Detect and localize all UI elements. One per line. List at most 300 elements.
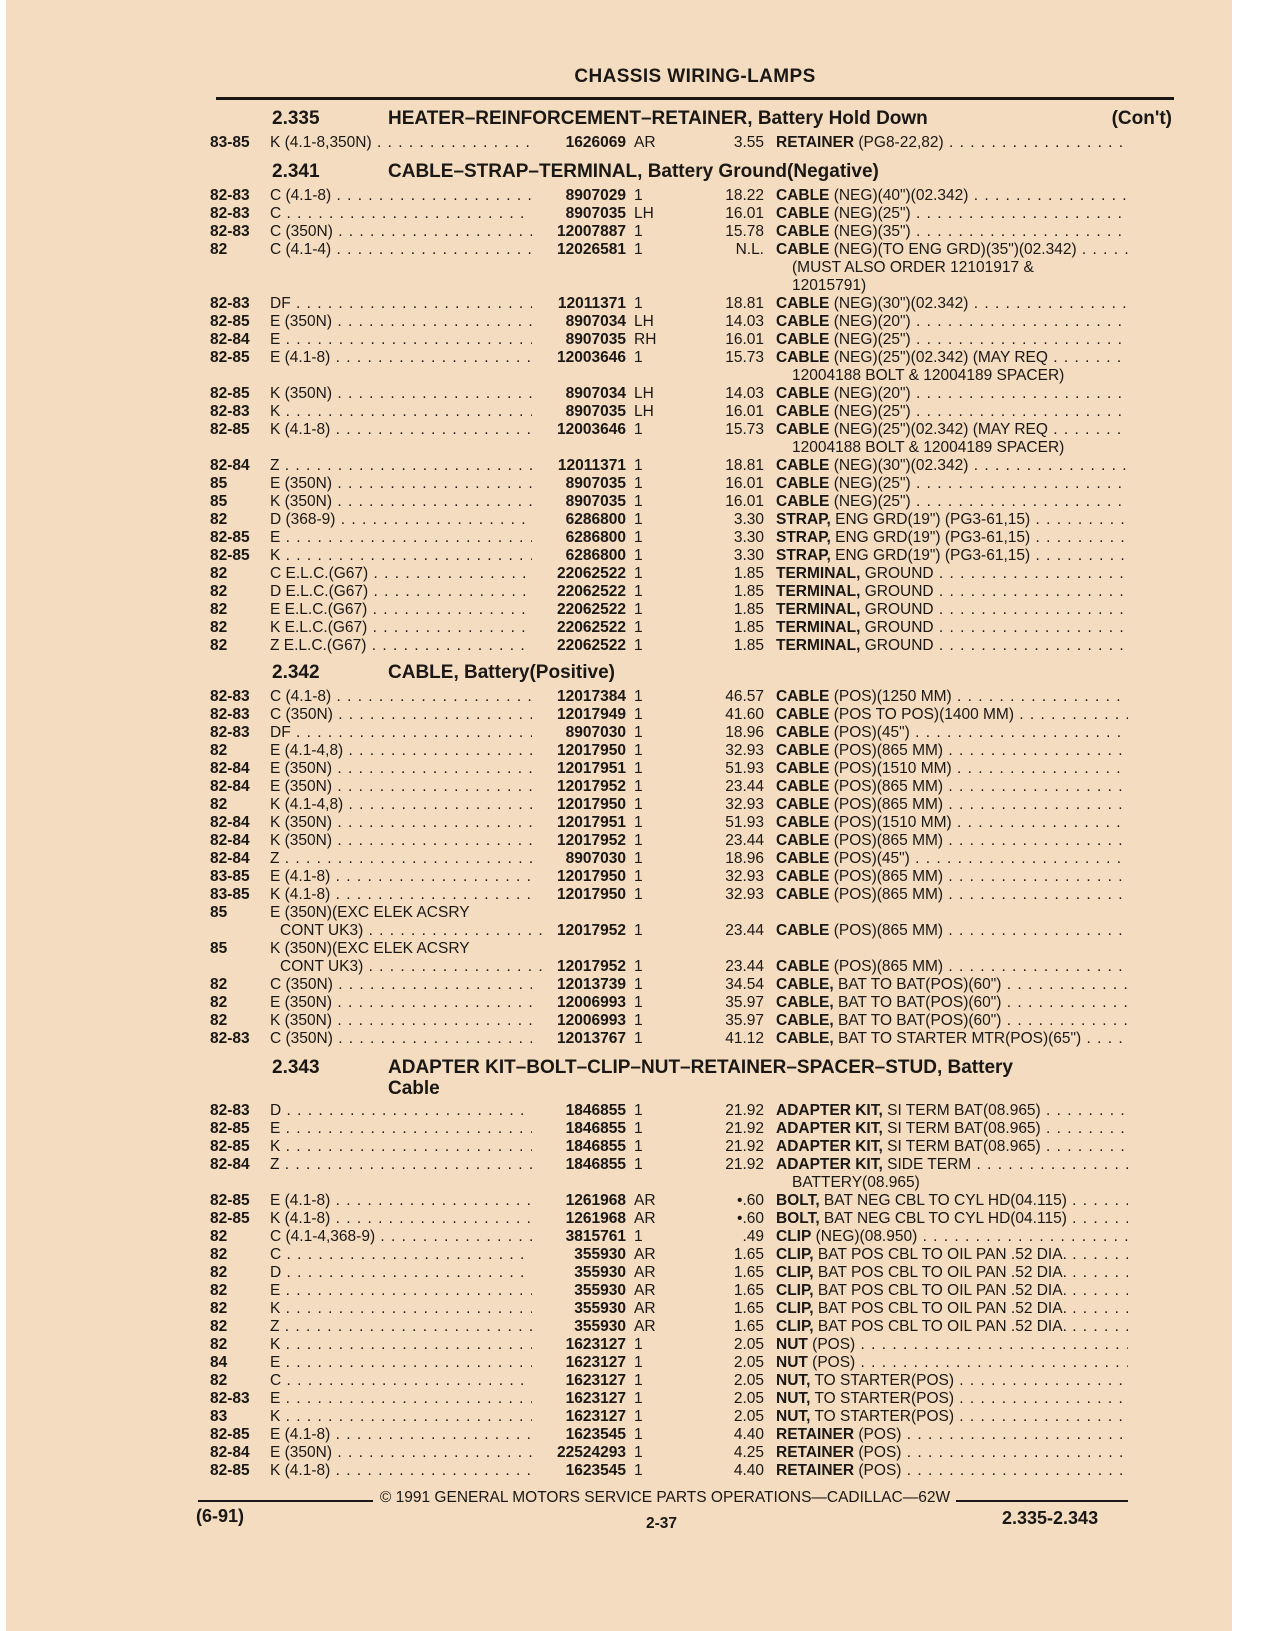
row-description-continued: (MUST ALSO ORDER 12101917 & [792,259,1034,276]
table-row [6,885,1232,904]
row-quantity: AR [634,1192,656,1209]
table-row [6,795,1232,814]
row-description-name: CABLE [776,778,830,795]
row-price: •.60 [737,1192,764,1209]
row-year: 82-85 [210,1426,250,1443]
row-description-detail: BAT POS CBL TO OIL PAN .52 DIA. [813,1264,1067,1281]
row-price: 21.92 [725,1156,764,1173]
table-row [6,186,1232,205]
row-description [776,133,1128,152]
catalog-page [6,0,1232,1631]
row-year: 82-83 [210,1030,250,1047]
row-description-detail: (NEG)(30")(02.342) [829,457,969,474]
row-description-name: CABLE [776,349,830,366]
row-description [776,759,1128,778]
row-year: 82 [210,619,228,636]
row-model: K . . . [270,1335,532,1354]
row-description [776,921,1128,940]
row-price: 32.93 [725,742,764,759]
row-part-number: 355930 [574,1246,626,1263]
row-model: K (350N) . . . [270,813,532,832]
row-part-number: 12006993 [557,1012,626,1029]
row-description [776,1425,1128,1444]
row-description-detail: ENG GRD(19") (PG3-61,15) [830,511,1031,528]
section-title: CABLE, Battery(Positive) [388,662,615,683]
row-model: C . . . [270,204,532,223]
table-row [6,1011,1232,1030]
header-rule [216,97,1174,100]
row-year: 82 [210,742,228,759]
table-row [6,777,1232,796]
table-row [6,564,1232,583]
row-description-name: CABLE [776,796,830,813]
row-description-name: CABLE, [776,1030,834,1047]
row-description [776,1281,1128,1300]
row-description [776,705,1128,724]
row-part-number: 8907034 [565,385,626,402]
row-description-name: STRAP, [776,547,831,564]
row-description [776,813,1128,832]
row-part-number: 12026581 [557,241,626,258]
row-year: 82-83 [210,223,250,240]
row-description [776,564,1128,583]
row-price: •.60 [737,1210,764,1227]
row-description-detail: (POS) [854,1444,902,1461]
row-model: E (350N) . . . [270,474,532,493]
table-row [6,1155,1232,1174]
row-description-name: CABLE [776,688,830,705]
row-quantity: 1 [634,619,643,636]
table-row [6,993,1232,1012]
row-description [776,1209,1128,1228]
row-model: K . . . [270,1299,532,1318]
section-number: 2.341 [272,161,320,182]
row-part-number: 1623127 [565,1408,626,1425]
row-price: 15.78 [725,223,764,240]
row-description-detail: (POS) [854,1426,902,1443]
row-part-number: 12011371 [557,457,626,474]
row-description-name: CABLE [776,475,830,492]
row-description-name: RETAINER [776,1462,855,1479]
row-model: K (4.1-8) . . . [270,1461,532,1480]
row-model: DF . . . [270,294,532,313]
row-price: 1.85 [733,619,764,636]
row-description-name: NUT, [776,1408,811,1425]
row-year: 83-85 [210,886,250,903]
row-part-number: 12003646 [557,349,626,366]
row-model-line1: E (350N)(EXC ELEK ACSRY [270,904,470,921]
row-description [776,240,1128,259]
row-quantity: 1 [634,688,643,705]
row-model: K . . . [270,402,532,421]
row-part-number: 3815761 [565,1228,626,1245]
row-description [776,831,1128,850]
row-part-number: 355930 [574,1264,626,1281]
row-description-name: CLIP, [776,1264,814,1281]
row-year: 82-83 [210,1390,250,1407]
row-description-name: CABLE [776,886,830,903]
table-row [6,204,1232,223]
row-model: E . . . [270,330,532,349]
section-title: CABLE–STRAP–TERMINAL, Battery Ground(Negative) [388,161,879,182]
row-description-continued: BATTERY(08.965) [792,1174,920,1191]
row-description [776,975,1128,994]
row-description-detail: (POS)(865 MM) [829,886,944,903]
row-part-number: 12017952 [557,958,626,975]
row-part-number: 12017950 [557,742,626,759]
row-part-number: 22062522 [557,565,626,582]
row-part-number: 1261968 [565,1210,626,1227]
row-part-number: 8907029 [565,187,626,204]
row-model: C . . . [270,1371,532,1390]
row-year: 83 [210,1408,228,1425]
row-year: 82 [210,1282,228,1299]
row-year: 82 [210,1336,228,1353]
row-part-number: 355930 [574,1318,626,1335]
footer-section-range: 2.335-2.343 [1002,1508,1099,1528]
row-description-name: CABLE [776,760,830,777]
row-model: C (4.1-4) . . . [270,240,532,259]
row-description [776,1191,1128,1210]
row-price: 1.85 [733,601,764,618]
row-year: 82-84 [210,850,250,867]
row-model: K (350N) . . . [270,1011,532,1030]
row-price: 4.40 [733,1426,764,1443]
row-price: 1.85 [733,565,764,582]
row-description-name: ADAPTER KIT, [776,1138,883,1155]
row-part-number: 22062522 [557,637,626,654]
row-model: E (350N) . . . [270,312,532,331]
row-description-detail: BAT TO BAT(POS)(60") [833,994,1002,1011]
row-description-name: ADAPTER KIT, [776,1120,883,1137]
row-quantity: 1 [634,796,643,813]
row-price: 51.93 [725,760,764,777]
row-description-name: TERMINAL, [776,619,861,636]
row-year: 85 [210,904,228,921]
row-description [776,204,1128,223]
row-description-detail: BAT POS CBL TO OIL PAN .52 DIA. [813,1246,1067,1263]
row-description-detail: GROUND [860,619,934,636]
table-row [6,240,1232,259]
row-price: 1.65 [733,1282,764,1299]
table-row [6,1137,1232,1156]
row-price: 32.93 [725,796,764,813]
row-price: 35.97 [725,994,764,1011]
row-description-detail: (NEG)(25")(02.342) (MAY REQ [829,421,1048,438]
row-quantity: 1 [634,1120,643,1137]
row-quantity: 1 [634,886,643,903]
row-part-number: 12017950 [557,868,626,885]
row-model: K . . . [270,546,532,565]
row-quantity: 1 [634,958,643,975]
row-model: E (4.1-8) . . . [270,1191,532,1210]
row-price: 2.05 [733,1408,764,1425]
row-year: 82 [210,1246,228,1263]
row-description-detail: (NEG)(20") [829,385,911,402]
row-price: 4.25 [733,1444,764,1461]
row-year: 82-85 [210,385,250,402]
table-row [6,1191,1232,1210]
row-description-name: CABLE [776,241,830,258]
table-row [6,582,1232,601]
row-description [776,420,1128,439]
row-model: E (350N) . . . [270,777,532,796]
row-description-name: BOLT, [776,1192,820,1209]
row-quantity: 1 [634,475,643,492]
row-part-number: 8907035 [565,475,626,492]
table-row [6,420,1232,439]
row-model: CONT UK3) . . . [280,921,542,940]
row-model: C (350N) . . . [270,222,532,241]
row-price: 41.60 [725,706,764,723]
row-part-number: 1261968 [565,1192,626,1209]
row-part-number: 12017952 [557,922,626,939]
row-price: 3.30 [733,511,764,528]
row-part-number: 6286800 [565,547,626,564]
row-description-detail: GROUND [860,637,934,654]
row-model: K (4.1-8) . . . [270,420,532,439]
row-description-detail: BAT NEG CBL TO CYL HD(04.115) [819,1192,1067,1209]
row-part-number: 1846855 [565,1156,626,1173]
row-description-detail: (NEG)(25")(02.342) (MAY REQ [829,349,1048,366]
row-price: 1.85 [733,637,764,654]
row-description-name: NUT, [776,1372,811,1389]
row-part-number: 1846855 [565,1120,626,1137]
row-model: C E.L.C.(G67) . . . [270,564,532,583]
section-subtitle: Battery Ground(Negative) [647,161,879,182]
row-year: 82 [210,1012,228,1029]
row-description-detail: BAT POS CBL TO OIL PAN .52 DIA. [813,1300,1067,1317]
row-part-number: 12017951 [557,760,626,777]
row-quantity: 1 [634,1030,643,1047]
row-price: .49 [742,1228,764,1245]
row-description [776,312,1128,331]
row-year: 82-83 [210,295,250,312]
table-row [6,1029,1232,1048]
section-subtitle: Battery Hold Down [757,108,928,129]
row-part-number: 355930 [574,1300,626,1317]
row-description-name: TERMINAL, [776,601,861,618]
row-description-detail: GROUND [860,565,934,582]
row-description [776,795,1128,814]
row-part-number: 8907035 [565,403,626,420]
row-price: 3.30 [733,529,764,546]
row-quantity: 1 [634,1372,643,1389]
row-model: K (4.1-8) . . . [270,885,532,904]
row-description-detail: SIDE TERM [882,1156,972,1173]
row-description-detail: SI TERM BAT(08.965) [882,1120,1041,1137]
row-quantity: 1 [634,529,643,546]
row-description-name: CABLE [776,187,830,204]
row-description-detail: (POS TO POS)(1400 MM) [829,706,1014,723]
row-description-detail: (POS) [807,1336,856,1353]
row-description [776,1011,1128,1030]
row-part-number: 6286800 [565,511,626,528]
row-quantity: 1 [634,349,643,366]
row-year: 82-83 [210,403,250,420]
row-description [776,687,1128,706]
row-price: 21.92 [725,1120,764,1137]
row-part-number: 8907035 [565,205,626,222]
row-part-number: 1623545 [565,1426,626,1443]
row-description-name: CLIP [776,1228,812,1245]
row-model: K . . . [270,1137,532,1156]
row-description-detail: (POS)(865 MM) [829,958,944,975]
row-description [776,1353,1128,1372]
row-description-name: STRAP, [776,511,831,528]
row-description [776,348,1128,367]
row-description-name: RETAINER [776,1444,855,1461]
row-description [776,600,1128,619]
row-model: C (350N) . . . [270,705,532,724]
row-description-detail: (POS) [854,1462,902,1479]
row-part-number: 12017384 [557,688,626,705]
row-quantity: 1 [634,814,643,831]
row-quantity: 1 [634,1138,643,1155]
row-description-name: CABLE [776,331,830,348]
row-description-name: CABLE [776,403,830,420]
row-description-detail: (POS)(865 MM) [829,832,944,849]
row-description [776,222,1128,241]
row-year: 82-83 [210,187,250,204]
row-quantity: 1 [634,547,643,564]
row-description-detail: ENG GRD(19") (PG3-61,15) [830,547,1031,564]
table-row [6,831,1232,850]
table-row [6,903,1232,922]
row-quantity: AR [634,1318,656,1335]
row-part-number: 12017950 [557,886,626,903]
section-heading [272,108,1172,129]
row-part-number: 12003646 [557,421,626,438]
row-model: E (350N) . . . [270,1443,532,1462]
row-description-detail: TO STARTER(POS) [810,1390,954,1407]
row-part-number: 12017951 [557,814,626,831]
row-description-detail: (NEG)(40")(02.342) [829,187,969,204]
row-description-name: CABLE [776,958,830,975]
table-row [6,1245,1232,1264]
row-model: C (4.1-8) . . . [270,687,532,706]
row-part-number: 12017949 [557,706,626,723]
row-model: C (4.1-8) . . . [270,186,532,205]
row-description-detail: (POS)(865 MM) [829,796,944,813]
row-part-number: 12011371 [557,295,626,312]
table-row [6,1461,1232,1480]
row-description [776,528,1128,547]
row-year: 85 [210,475,228,492]
row-description-name: TERMINAL, [776,637,861,654]
row-year: 82-84 [210,832,250,849]
row-description [776,1245,1128,1264]
row-model: K (4.1-8) . . . [270,1209,532,1228]
row-model: E (4.1-8) . . . [270,348,532,367]
row-description-detail: (NEG)(25") [829,403,911,420]
table-row [6,312,1232,331]
section-number: 2.335 [272,108,320,129]
row-price: 3.30 [733,547,764,564]
row-model: K (4.1-8,350N) . . . [270,133,532,152]
row-price: 18.96 [725,724,764,741]
row-quantity: 1 [634,778,643,795]
row-description-detail: SI TERM BAT(08.965) [882,1102,1041,1119]
table-row [6,1299,1232,1318]
table-row [6,474,1232,493]
row-description-name: CABLE [776,205,830,222]
row-description-continued: 12004188 BOLT & 12004189 SPACER) [792,439,1065,456]
row-price: 1.85 [733,583,764,600]
section-subtitle: Battery(Positive) [464,662,615,683]
row-price: 23.44 [725,778,764,795]
footer-rule-right [956,1500,1128,1502]
row-part-number: 22524293 [557,1444,626,1461]
row-description [776,1263,1128,1282]
table-row [6,1209,1232,1228]
table-row [6,1335,1232,1354]
row-description-name: CABLE [776,832,830,849]
row-model: K . . . [270,1407,532,1426]
row-model: E . . . [270,1281,532,1300]
row-part-number: 1623127 [565,1336,626,1353]
row-quantity: 1 [634,421,643,438]
row-year: 85 [210,940,228,957]
row-price: 2.05 [733,1372,764,1389]
row-description-name: BOLT, [776,1210,820,1227]
table-row [6,687,1232,706]
row-year: 82 [210,565,228,582]
row-price: 23.44 [725,958,764,975]
row-description [776,1137,1128,1156]
row-quantity: 1 [634,706,643,723]
row-part-number: 1623545 [565,1462,626,1479]
row-part-number: 22062522 [557,619,626,636]
row-part-number: 12017950 [557,796,626,813]
row-price: 2.05 [733,1354,764,1371]
row-description [776,993,1128,1012]
row-price: 18.22 [725,187,764,204]
row-quantity: 1 [634,241,643,258]
row-year: 82-85 [210,1192,250,1209]
row-quantity: 1 [634,742,643,759]
row-year: 82-84 [210,1156,250,1173]
row-price: 34.54 [725,976,764,993]
row-year: 82-85 [210,313,250,330]
row-model: E (4.1-8) . . . [270,867,532,886]
row-price: 1.65 [733,1264,764,1281]
row-price: N.L. [735,241,764,258]
row-quantity: 1 [634,760,643,777]
row-model: C (350N) . . . [270,1029,532,1048]
row-description-detail: (POS)(865 MM) [829,922,944,939]
row-description-name: RETAINER [776,134,855,151]
row-year: 82-84 [210,1444,250,1461]
row-quantity: 1 [634,1012,643,1029]
row-quantity: RH [634,331,657,348]
row-year: 82-85 [210,349,250,366]
section-number: 2.342 [272,662,320,683]
section-title: HEATER–REINFORCEMENT–RETAINER, Battery Hold Down [388,108,928,129]
table-row [6,759,1232,778]
table-row [6,741,1232,760]
row-part-number: 12007887 [557,223,626,240]
row-quantity: 1 [634,1408,643,1425]
table-row [6,705,1232,724]
row-model: K (350N) . . . [270,492,532,511]
row-description-detail: ENG GRD(19") (PG3-61,15) [830,529,1031,546]
row-model: K (4.1-4,8) . . . [270,795,532,814]
table-row [6,1443,1232,1462]
row-part-number: 6286800 [565,529,626,546]
row-price: 1.65 [733,1318,764,1335]
row-description [776,1317,1128,1336]
